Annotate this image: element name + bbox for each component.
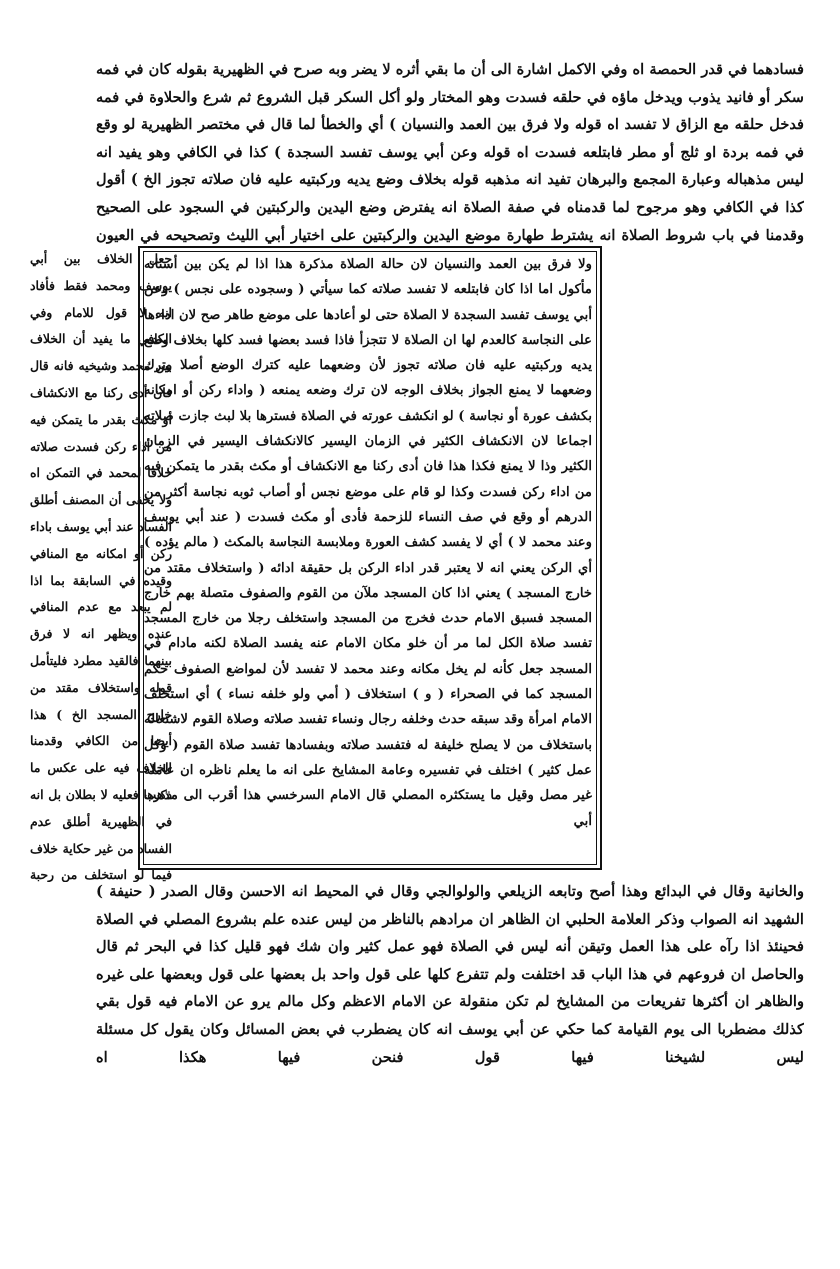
- side-margin-commentary: جعل الخلاف بين أبي يوسف ومحمد فقط فأفاد انه لا قول للامام وفي الكافي ما يفيد أن الخلاف بين محمد وشيخيه فانه قال فان أدى ركنا مع الانكشاف أو مكث بقدر ما يتمكن فيه من أداء ركن فسدت صلاته خلافا لمحمد في التمكن اه ولا يخفى أن المصنف أطلق الفساد عند أبي يوسف باداء ركن أو امكانه مع المنافي وقيده في السابقة بما اذا لم يبعد مع عدم المنافي عنده ويظهر انه لا فرق بينهما فالقيد مطرد فليتأمل قوله واستخلاف مقتد من خارج المسجد الخ ) هذا أيضا من الكافي وقدمنا الخلاف فيه على عكس ما ذكرها فعليه لا بطلان بل انه في الظهيرية أطلق عدم الفساد من غير حكاية خلاف فيما لو استخلف من رحبة: [30, 251, 172, 882]
- top-margin-commentary: فسادهما في قدر الحمصة اه وفي الاكمل اشارة الى أن ما بقي أثره لا يضر وبه صرح في الظهيرية بقوله كان في فمه سكر أو فانيد يذوب ويدخل ماؤه في حلقه فسدت وهو المختار ولو أكل السكر قبل الشروع ثم شرع والحلاوة في فمه فدخل حلقه مع الزاق لا تفسد اه قوله ولا فرق بين العمد والنسيان ) أي والخطأ لما قال في مختصر الظهيرية لو وقع في فمه بردة او ثلج أو مطر فابتلعه فسدت اه قوله وعن أبي يوسف تفسد السجدة ) كذا في الكافي وهو يفيد انه ليس مذهباله وعبارة المجمع والبرهان تفيد انه مذهبه قوله بخلاف وضع يديه وركبتيه عليه فان صلاته تجوز الخ ) أقول كذا في الكافي وهو مرجوح لما قدمناه في صفة الصلاة انه يفترض وضع اليدين والركبتين في السجود على الصحيح وقدمنا في باب شروط الصلاة انه يشترط طهارة موضع اليدين والركبتين على اختيار أبي الليث وتصحيحه في العيون: [96, 61, 804, 244]
- bottom-margin-commentary: والخانية وقال في البدائع وهذا أصح وتابعه الزيلعي والولوالجي وقال في المحيط انه الاحسن وقال الصدر ( حنيفة ) الشهيد انه الصواب وذكر العلامة الحلبي ان الظاهر ان مرادهم بالناظر من ليس عنده علم بشروع المصلي في الصلاة فحينئذ اذا رآه على هذا العمل وتيقن أنه ليس في الصلاة فهو عمل كثير وان شك فهو قليل كذا في البحر ثم قال والحاصل ان فروعهم في هذا الباب قد اختلفت ولم تتفرع كلها على قول واحد بل بعضها على قول وبعضها على غيره والظاهر ان أكثرها تفريعات من المشايخ لم تكن منقولة عن الامام الاعظم وكل مالم يرو عن الامام فيه قول بقي كذلك مضطربا الى يوم القيامة كما حكي عن أبي يوسف انه كان يضطرب في بعض المسائل وكان يقول كل مسئلة ليس لشيخنا فيها قول فنحن فيها هكذا اه: [96, 883, 804, 1066]
- main-commentary-text: ولا فرق بين العمد والنسيان لان حالة الصلاة مذكرة هذا اذا لم يكن بين أسنانه مأكول اما اذا كان فابتلعه لا تفسد صلاته كما سيأتي ( وسجوده على نجس ) وعن أبي يوسف تفسد السجدة لا الصلاة حتى لو أعادها على موضع طاهر صح لان اداءها على النجاسة كالعدم لها ان الصلاة لا تتجزأ فاذا فسد بعضها فسد كلها بخلاف وضع يديه وركبتيه عليه فان صلاته تجوز لأن وضعهما عليه كترك الوضع أصلا وترك وضعهما لا يمنع الجواز بخلاف الوجه لان ترك وضعه يمنعه ( واداء ركن أو امكانه بكشف عورة أو نجاسة ) لو انكشف عورته في الصلاة فسترها بلا لبث جازت صلاته اجماعا لان الانكشاف الكثير في الزمان اليسير كالانكشاف اليسير في الزمان الكثير وذا لا يمنع فكذا هذا فان أدى ركنا مع الانكشاف أو مكث بقدر ما يتمكن فيه من اداء ركن فسدت وكذا لو قام على موضع نجس أو أصاب ثوبه نجاسة أكثر من الدرهم أو وقع في صف النساء للزحمة فأدى أو مكث فسدت ( عند أبي يوسف وعند محمد لا ) أي لا يفسد كشف العورة وملابسة النجاسة بالمكث ( مالم يؤده ) أي الركن يعني انه لا يعتبر قدر اداء الركن بل حقيقة ادائه ( واستخلاف مقتد من خارج المسجد ) يعني اذا كان المسجد ملآن من القوم والصفوف متصلة بهم خارج المسجد فسبق الامام حدث فخرج من المسجد واستخلف رجلا من خارج المسجد تفسد صلاة الكل لما مر أن خلو مكان الامام عنه يفسد الصلاة لكنه مادام في المسجد جعل كأنه لم يخل مكانه وعند محمد لا تفسد لأن لمواضع الصفوف حكم المسجد كما في الصحراء ( و ) استخلاف ( أمي ولو خلفه نساء ) أي استخلف الامام امرأة وقد سبقه حدث وخلفه رجال ونساء تفسد صلاته وصلاة القوم لاشتغاله باستخلاف من لا يصلح خليفة له فتفسد صلاته وبفسادها تفسد صلاة القوم ( وكل عمل كثير ) اختلف في تفسيره وعامة المشايخ على انه ما يعلم ناظره ان عامله غير مصل وقيل ما يستكثره المصلي قال الامام السرخسي هذا أقرب الى مذهب أبي: [144, 257, 592, 829]
